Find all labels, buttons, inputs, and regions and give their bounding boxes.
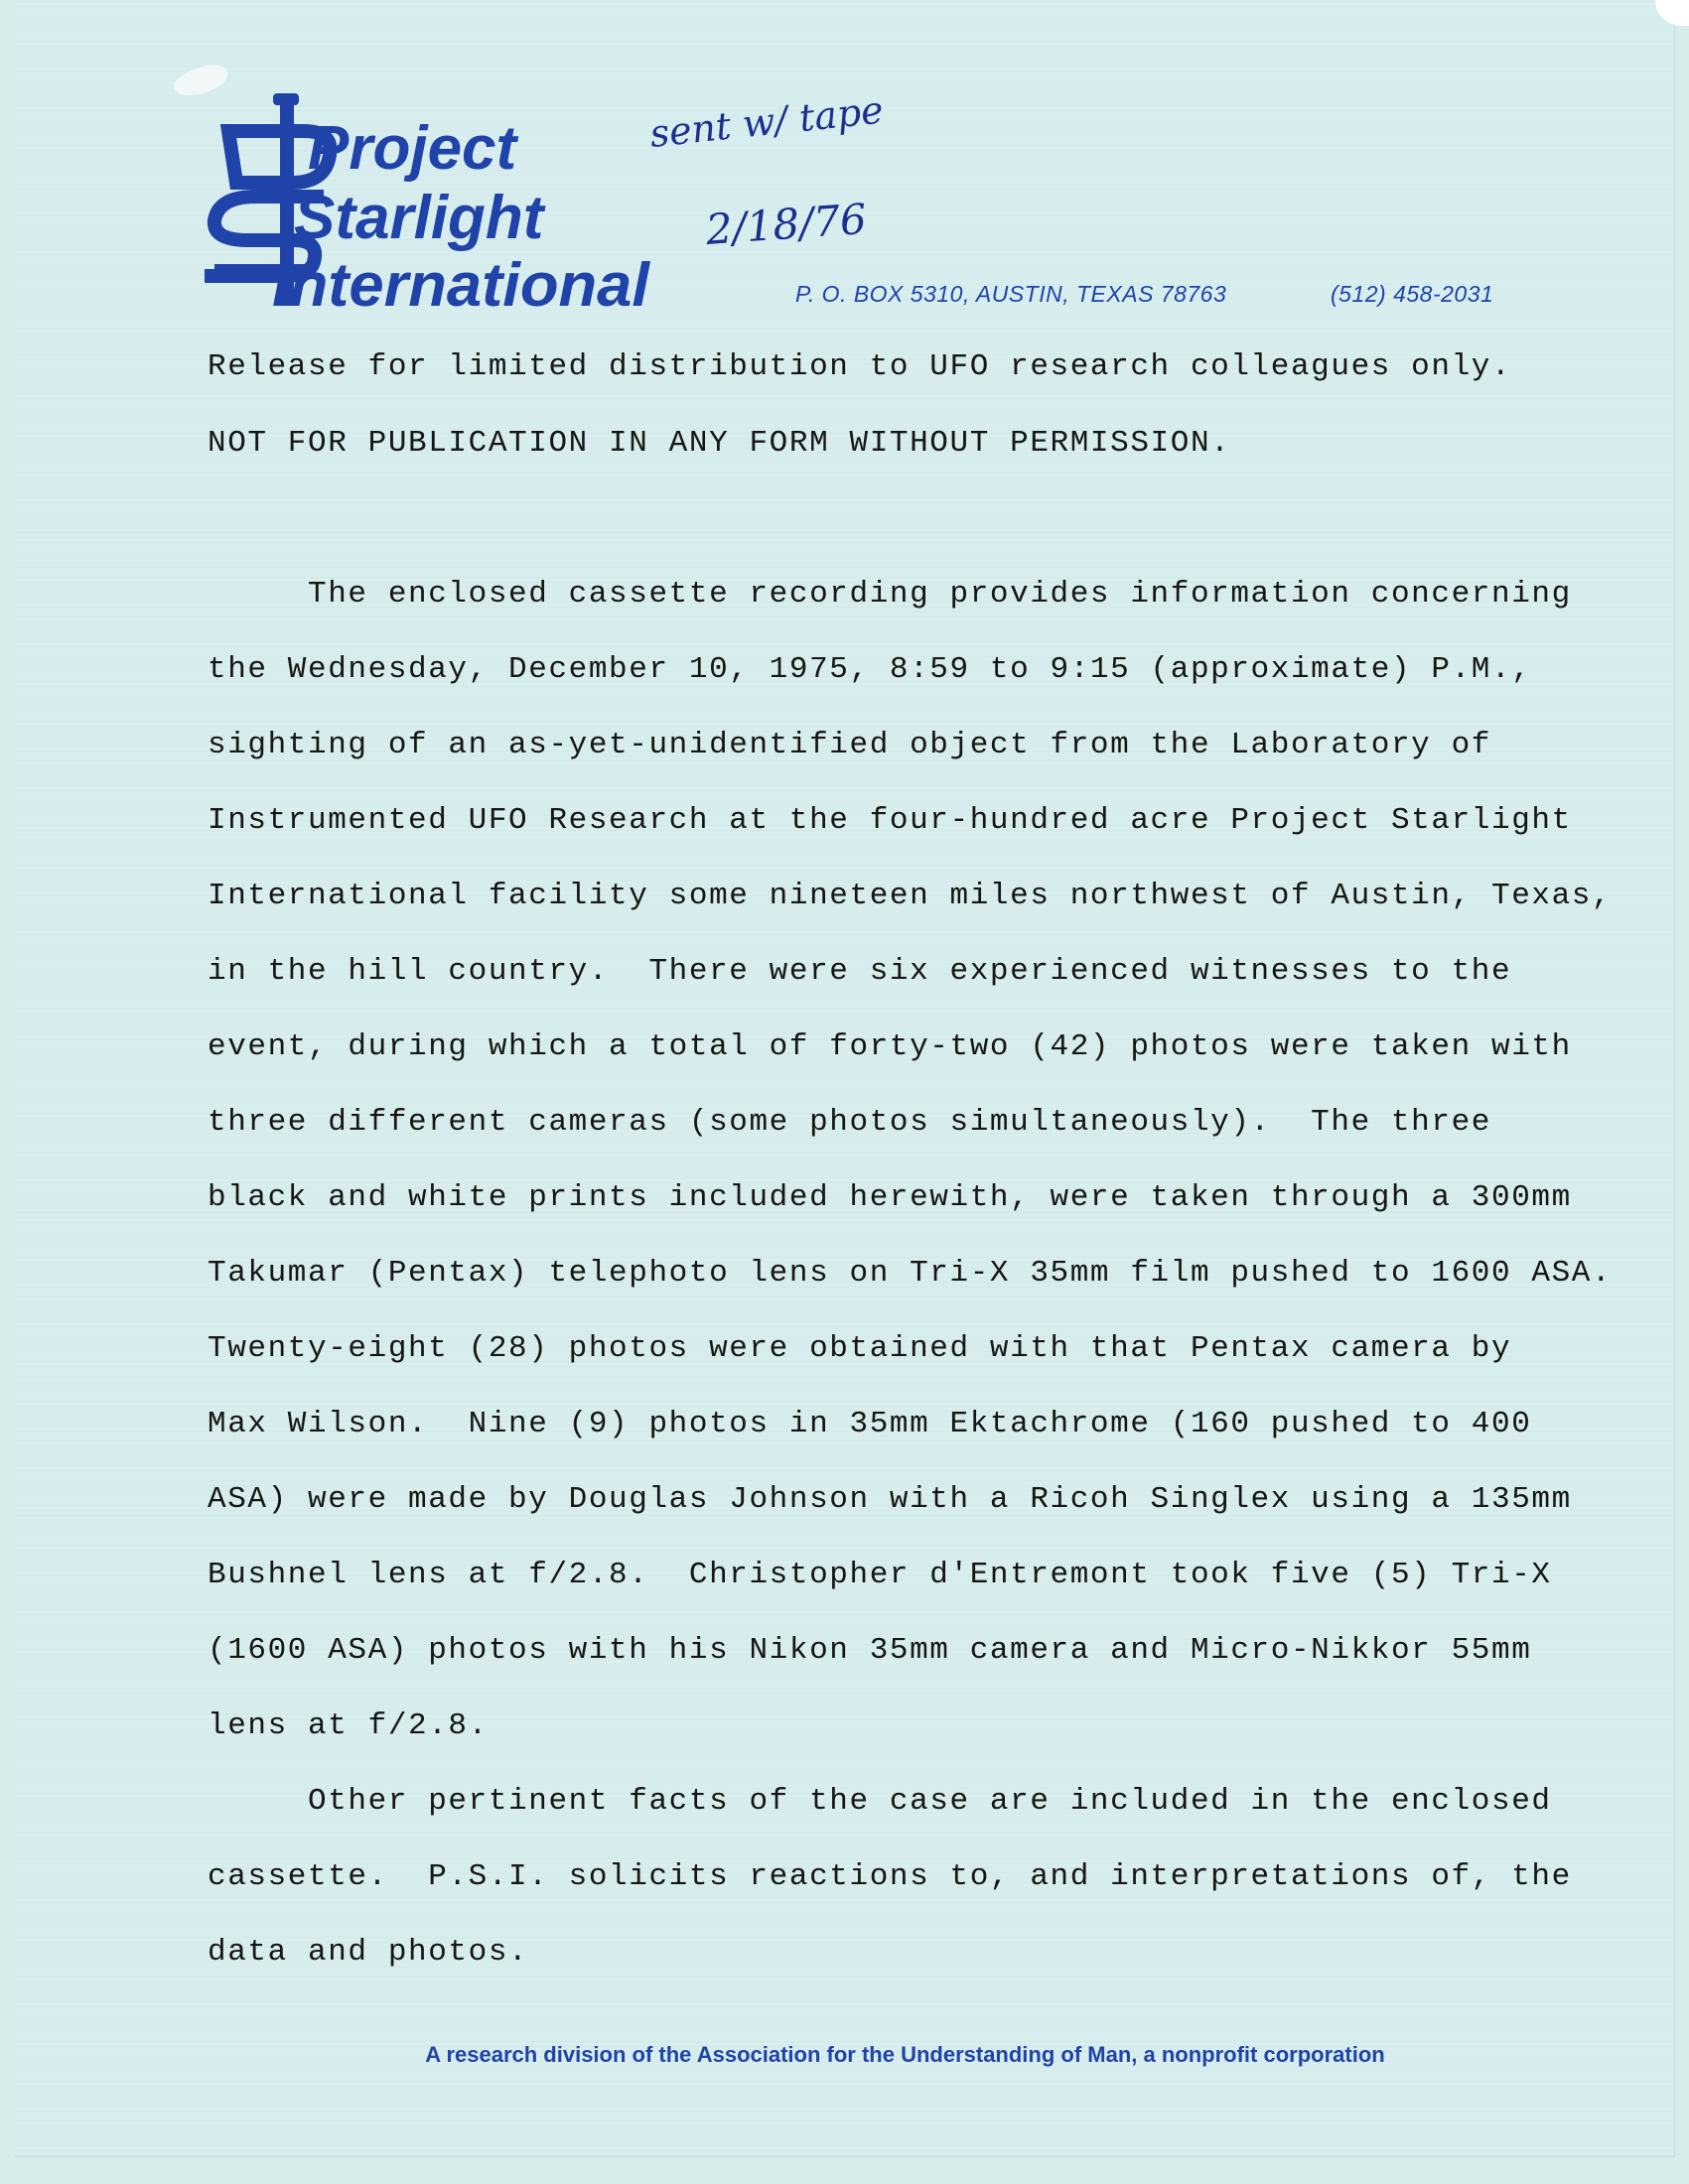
body-line: Other pertinent facts of the case are included in the enclosed — [208, 1784, 1552, 1819]
letterhead-address: P. O. BOX 5310, AUSTIN, TEXAS 78763 — [795, 281, 1227, 307]
body-line: International facility some nineteen miles northwest of Austin, Texas, — [208, 879, 1613, 913]
body-line: ASA) were made by Douglas Johnson with a Ricoh Singlex using a 135mm — [208, 1482, 1572, 1517]
body-line: Instrumented UFO Research at the four-hundred acre Project Starlight — [208, 803, 1572, 838]
body-line: event, during which a total of forty-two (42) photos were taken with — [208, 1029, 1572, 1064]
body-line: Twenty-eight (28) photos were obtained with that Pentax camera by — [208, 1331, 1512, 1366]
body-line: cassette. P.S.I. solicits reactions to, and interpretations of, the — [208, 1859, 1572, 1894]
handwritten-note — [635, 95, 953, 284]
organization-logo — [185, 91, 661, 314]
body-line: sighting of an as-yet-unidentified object from the Laboratory of — [208, 728, 1491, 762]
notice-line-1: Release for limited distribution to UFO research colleagues only. — [208, 349, 1512, 384]
body-line: Takumar (Pentax) telephoto lens on Tri-X 35mm film pushed to 1600 ASA. — [208, 1256, 1613, 1291]
body-line: Max Wilson. Nine (9) photos in 35mm Ektachrome (160 pushed to 400 — [208, 1407, 1532, 1441]
body-line: Bushnel lens at f/2.8. Christopher d'Entremont took five (5) Tri-X — [208, 1558, 1552, 1592]
handwritten-note-graphic — [635, 95, 953, 284]
letterhead-footer — [0, 2042, 1689, 2068]
logo-line-starlight: Starlight — [294, 184, 544, 252]
footer-text: A research division of the Association for the Understanding of Man, a nonprofit corporation — [425, 2042, 1385, 2067]
body-line: in the hill country. There were six experienced witnesses to the — [208, 954, 1512, 989]
letterhead-phone: (512) 458-2031 — [1331, 281, 1494, 307]
body-line: The enclosed cassette recording provides information concerning — [208, 577, 1572, 612]
body-line: (1600 ASA) photos with his Nikon 35mm camera and Micro-Nikkor 55mm — [208, 1633, 1532, 1668]
logo-stem-cap — [273, 93, 299, 105]
notice-line-2: NOT FOR PUBLICATION IN ANY FORM WITHOUT PERMISSION. — [208, 426, 1231, 461]
handwritten-line-2: 2/18/76 — [704, 194, 869, 254]
logo-line-project: Project — [308, 114, 517, 183]
body-line: black and white prints included herewith, were taken through a 300mm — [208, 1180, 1572, 1215]
body-line: the Wednesday, December 10, 1975, 8:59 to 9:15 (approximate) P.M., — [208, 652, 1532, 687]
body-line: three different cameras (some photos simultaneously). The three — [208, 1105, 1491, 1140]
body-line: data and photos. — [208, 1935, 529, 1970]
logo-graphic — [185, 91, 661, 314]
handwritten-line-1: sent w/ tape — [647, 95, 886, 156]
letter-page — [14, 0, 1674, 2156]
body-line: lens at f/2.8. — [208, 1708, 489, 1743]
logo-line-international: International — [272, 251, 651, 314]
